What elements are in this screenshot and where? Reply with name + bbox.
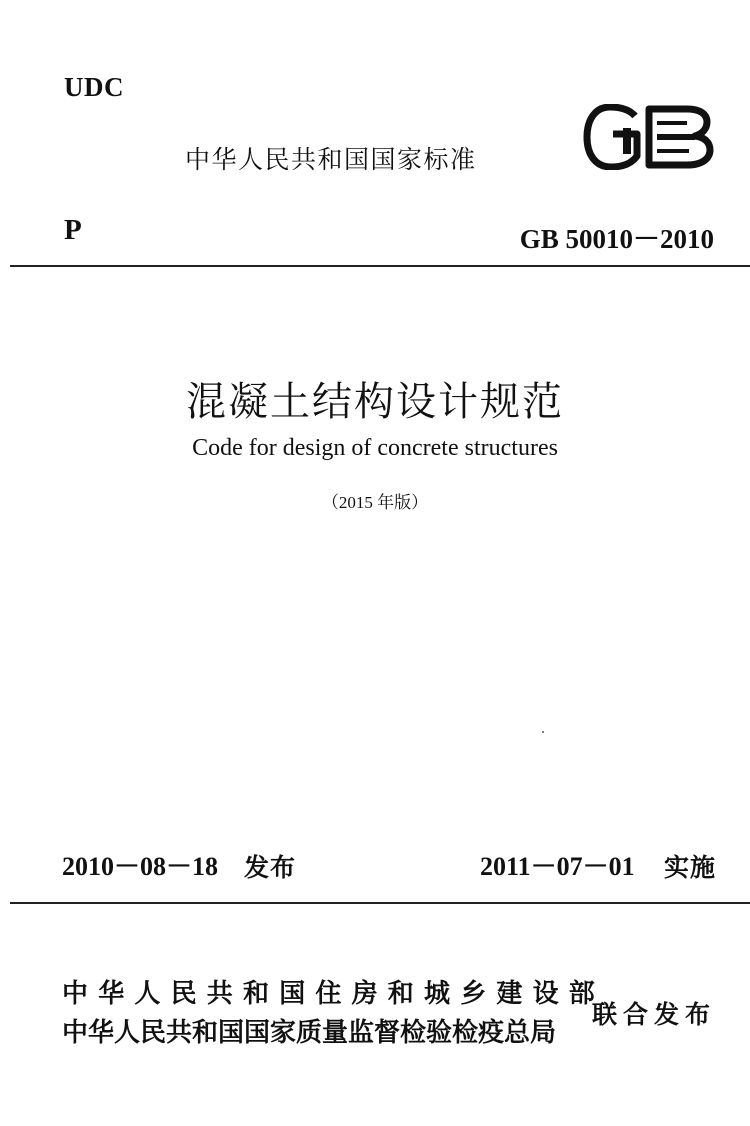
edition-label: （2015 年版） (321, 493, 429, 512)
issuer-ministry-quality: 中华人民共和国国家质量监督检验检疫总局 (62, 1018, 557, 1048)
header-divider (10, 265, 750, 267)
issue-label: 发布 (244, 853, 297, 882)
footer-divider (10, 902, 750, 904)
effective-date: 2011－07－01 (480, 852, 635, 881)
scan-speck (542, 731, 544, 733)
issue-date: 2010－08－18 (62, 852, 219, 881)
joint-issue-label: 联合发布 (592, 1000, 717, 1029)
effective-label: 实施 (664, 853, 717, 882)
national-standard-heading: 中华人民共和国国家标准 (185, 145, 477, 174)
gb-logo-icon (583, 104, 715, 170)
udc-label: UDC (64, 72, 124, 102)
standard-number: GB 50010－2010 (519, 224, 714, 254)
category-code: P (64, 214, 82, 246)
document-title-english: Code for design of concrete structures (192, 435, 558, 461)
document-title-chinese: 混凝土结构设计规范 (186, 379, 564, 424)
issuer-ministry-housing: 中华人民共和国住房和城乡建设部 (62, 979, 606, 1009)
